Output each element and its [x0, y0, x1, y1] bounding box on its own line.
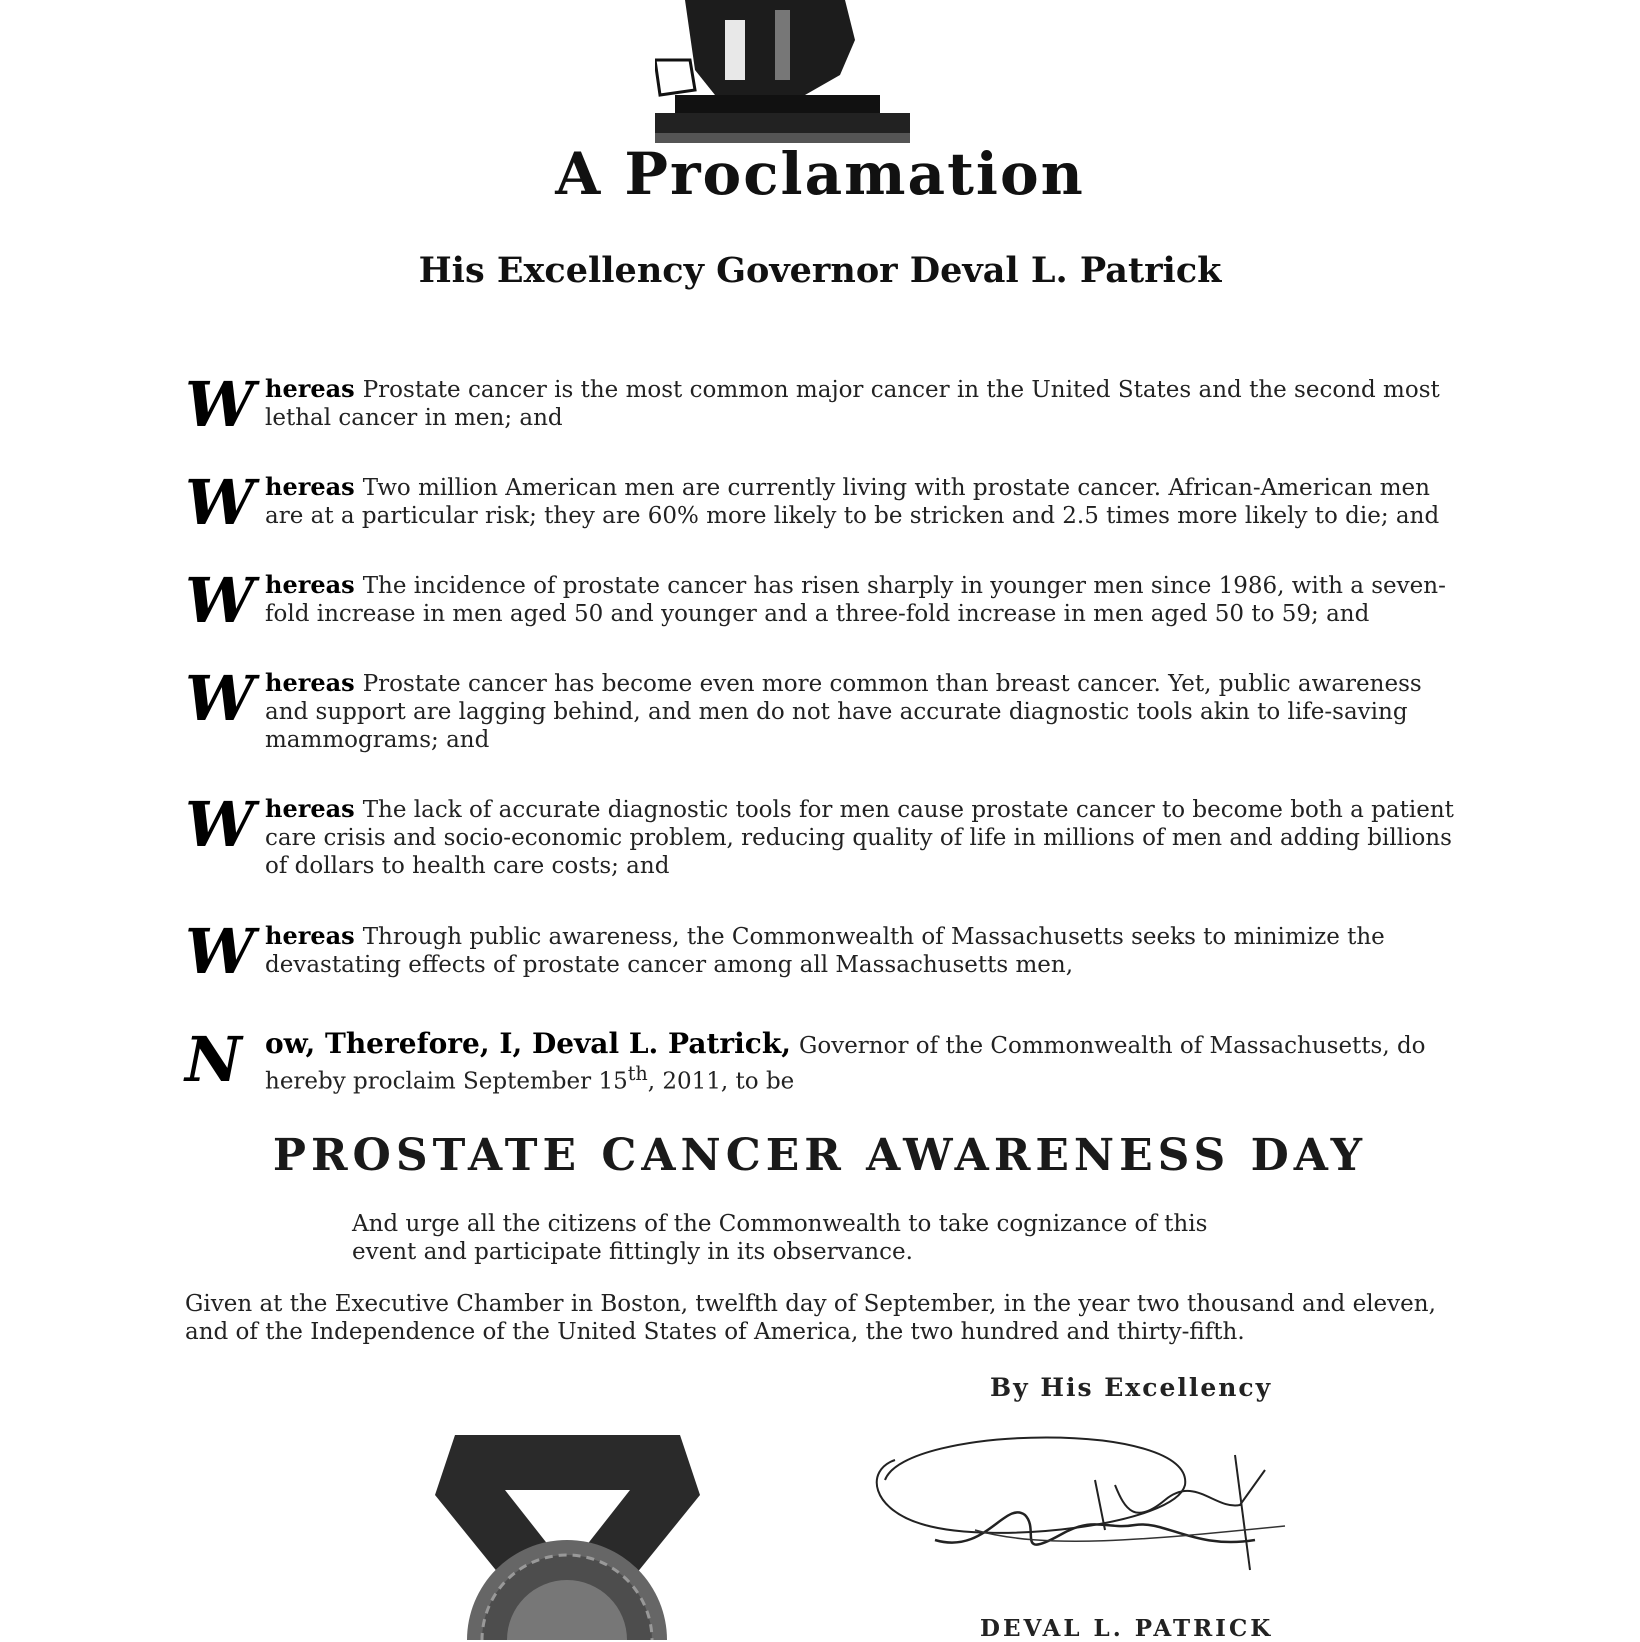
by-his-excellency: By His Excellency — [990, 1373, 1273, 1402]
proclamation-title: A Proclamation — [555, 140, 1085, 208]
clause-text: Prostate cancer has become even more common than breast cancer. Yet, public awareness and support are lagging behind, and men do not have accurate diagnostic tools akin to life-saving mammograms; and — [265, 671, 1422, 753]
date-ordinal-suffix: th — [627, 1062, 648, 1085]
whereas-drop-cap: W — [185, 466, 255, 539]
whereas-lead: hereas — [265, 921, 355, 950]
whereas-clause-3 — [185, 564, 1455, 637]
now-therefore-text-end: , 2011, to be — [647, 1068, 795, 1095]
whereas-drop-cap: W — [185, 368, 255, 441]
whereas-lead: hereas — [265, 374, 355, 403]
whereas-lead: hereas — [265, 668, 355, 697]
whereas-lead: hereas — [265, 472, 355, 501]
governor-subtitle: His Excellency Governor Deval L. Patrick — [418, 250, 1222, 291]
whereas-clause-5 — [185, 788, 1455, 880]
whereas-drop-cap: W — [185, 788, 255, 861]
whereas-clause-1 — [185, 368, 1455, 441]
given-paragraph: Given at the Executive Chamber in Boston, twelfth day of September, in the year two thousand and eleven, and of the Independence of the United States of America, the two hundred and thirty-fifth. — [185, 1291, 1436, 1345]
whereas-drop-cap: W — [185, 662, 255, 735]
whereas-drop-cap: W — [185, 915, 255, 988]
clause-text: Through public awareness, the Commonwealth of Massachusetts seeks to minimize the devastating effects of prostate cancer among all Massachusetts men, — [265, 924, 1385, 978]
whereas-lead: hereas — [265, 570, 355, 599]
now-drop-cap: N — [185, 1023, 242, 1096]
urge-paragraph: And urge all the citizens of the Commonwealth to take cognizance of this event and participate fittingly in its observance. — [352, 1211, 1208, 1265]
whereas-clause-4 — [185, 662, 1455, 754]
governor-name: DEVAL L. PATRICK — [980, 1615, 1274, 1642]
clause-text: The incidence of prostate cancer has risen sharply in younger men since 1986, with a seven-fold increase in men aged 50 and younger and a three-fold increase in men aged 50 to 59; and — [265, 573, 1446, 627]
awareness-day-heading: PROSTATE CANCER AWARENESS DAY — [272, 1130, 1368, 1181]
whereas-clause-2 — [185, 466, 1455, 539]
whereas-lead: hereas — [265, 794, 355, 823]
whereas-clause-6 — [185, 915, 1455, 988]
clause-text: Prostate cancer is the most common major cancer in the United States and the second most lethal cancer in men; and — [265, 377, 1440, 431]
now-therefore-lead: ow, Therefore, I, Deval L. Patrick, — [265, 1027, 791, 1060]
clause-text: Two million American men are currently living with prostate cancer. African-American men are at a particular risk; they are 60% more likely to be stricken and 2.5 times more likely to die; and — [265, 475, 1440, 529]
whereas-drop-cap: W — [185, 564, 255, 637]
now-therefore-clause — [185, 1023, 1455, 1096]
now-therefore-text: Governor of the Commonwealth of Massachusetts, do hereby proclaim September 15 — [265, 1033, 1426, 1095]
state-seal-ribbon — [425, 1430, 710, 1640]
statue-emblem — [655, 0, 910, 145]
clause-text: The lack of accurate diagnostic tools for men cause prostate cancer to become both a patient care crisis and socio-economic problem, reducing quality of life in millions of men and adding billions of dollars to health care costs; and — [265, 797, 1454, 879]
governor-signature — [865, 1430, 1335, 1595]
